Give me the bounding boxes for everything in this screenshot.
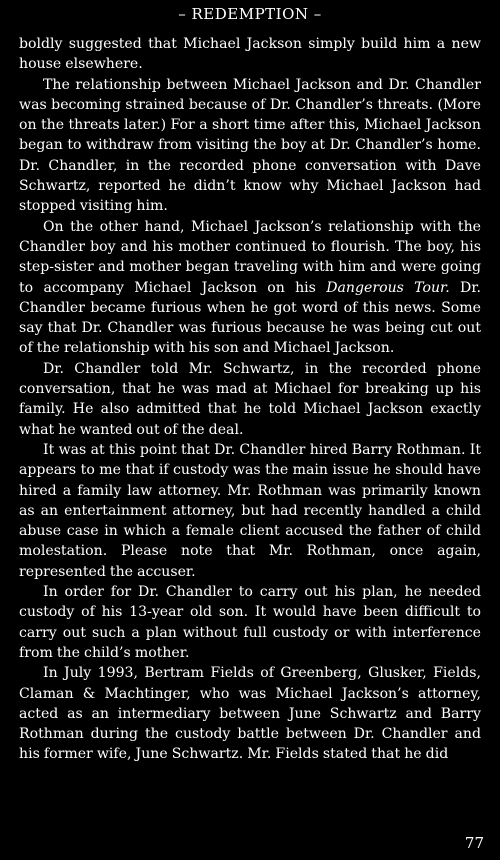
page-number: 77 (464, 834, 484, 852)
paragraph-text: Dr. Chandler became furious when he got word of this news. Some say that Dr. Chandler was furious because he was being cut out of the relationship with his son and Michael Jackson. (19, 279, 481, 357)
paragraph: It was at this point that Dr. Chandler hired Barry Rothman. It appears to me that if custody was the main issue he should have hired a family law attorney. Mr. Rothman was primarily known as an entertainment attorney, but had recently handled a child abuse case in which a female client accused the father of child molestation. Please note that Mr. Rothman, once again, represented the accuser. (19, 441, 481, 580)
body-text (19, 34, 481, 765)
paragraph-text: On the other hand, Michael Jackson’s relationship with the Chandler boy and his mother continued to flourish. The boy, his step-sister and mother began traveling with him and were going to accompany Michael Jackson on his (19, 218, 481, 296)
paragraph: In order for Dr. Chandler to carry out his plan, he needed custody of his 13-year old son. It would have been difficult to carry out such a plan without full custody or with interference from the child’s mother. (19, 584, 481, 661)
paragraph (19, 217, 481, 359)
running-header: – REDEMPTION – (178, 5, 322, 23)
tour-title: Dangerous Tour. (326, 279, 450, 296)
paragraph: Dr. Chandler told Mr. Schwartz, in the recorded phone conversation, that he was mad at Michael for breaking up his family. He also admitted that he told Michael Jackson exactly what he wanted out of the deal. (19, 360, 481, 438)
paragraph: In July 1993, Bertram Fields of Greenberg, Glusker, Fields, Claman & Machtinger, who was Michael Jackson’s attorney, acted as an intermediary between June Schwartz and Barry Rothman during the custody battle between Dr. Chandler and his former wife, June Schwartz. Mr. Fields stated that he did (19, 665, 481, 763)
paragraph: The relationship between Michael Jackson and Dr. Chandler was becoming strained because of Dr. Chandler’s threats. (More on the threats later.) For a short time after this, Michael Jackson began to withdraw from visiting the boy at Dr. Chandler’s home. Dr. Chandler, in the recorded phone conversation with Dave Schwartz, reported he didn’t know why Michael Jackson had stopped visiting him. (19, 76, 481, 215)
paragraph-continued: boldly suggested that Michael Jackson simply build him a new house elsewhere. (19, 36, 481, 73)
